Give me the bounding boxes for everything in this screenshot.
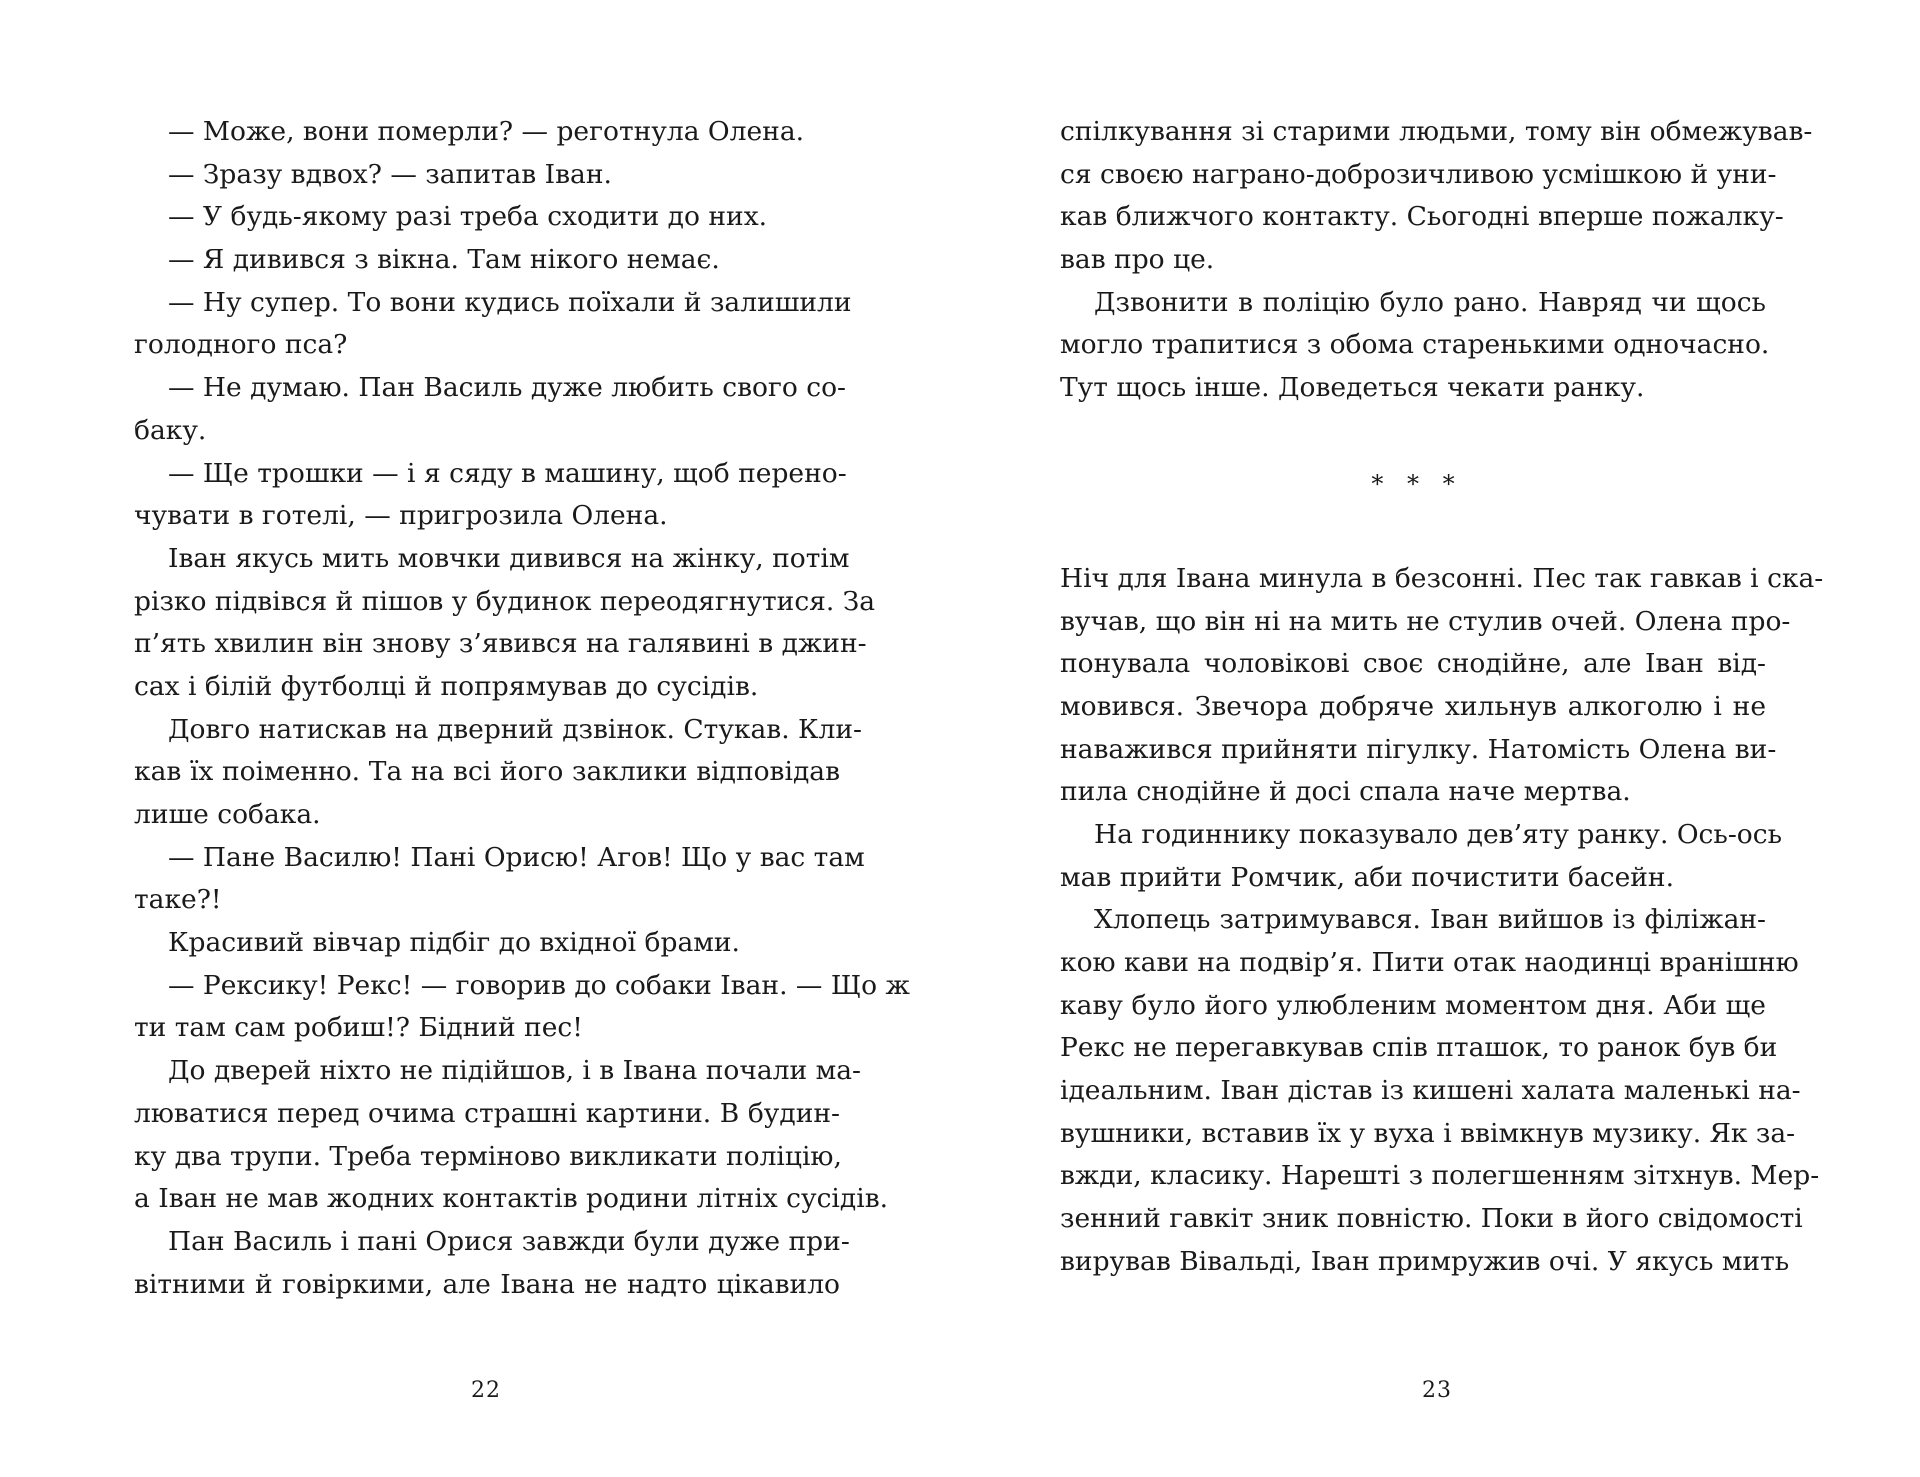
text-line: Довго натискав на дверний дзвінок. Стукав. Кли- bbox=[168, 713, 862, 745]
text-line: — Не думаю. Пан Василь дуже любить свого со- bbox=[168, 372, 846, 404]
text-line: каву було його улюбленим моментом дня. Аби ще bbox=[1060, 989, 1766, 1021]
text-line: пила снодійне й досі спала наче мертва. bbox=[1060, 776, 1631, 808]
text-line: мовився. Звечора добряче хильнув алкоголю і не bbox=[1060, 690, 1766, 722]
right-page-text-top bbox=[1060, 111, 1813, 410]
right-page-text-bottom bbox=[1060, 558, 1824, 1284]
text-line: — Зразу вдвох? — запитав Іван. bbox=[168, 158, 612, 190]
text-line: голодного пса? bbox=[134, 329, 348, 361]
text-line: Хлопець затримувався. Іван вийшов із філіжан- bbox=[1094, 904, 1766, 936]
left-page-text bbox=[134, 111, 910, 1306]
text-line: наважився прийняти пігулку. Натомість Олена ви- bbox=[1060, 733, 1777, 765]
page-number-left-text: 22 bbox=[471, 1378, 501, 1403]
text-line: — Може, вони померли? — реготнула Олена. bbox=[168, 116, 805, 147]
text-line: спілкування зі старими людьми, тому він обмежував- bbox=[1060, 116, 1813, 147]
text-line: вав про це. bbox=[1060, 244, 1215, 276]
text-line: таке?! bbox=[134, 884, 222, 916]
text-line: вушники, вставив їх у вуха і ввімкнув музику. Як за- bbox=[1060, 1117, 1796, 1149]
text-line: різко підвівся й пішов у будинок переодягнутися. За bbox=[134, 585, 876, 617]
text-line: п’ять хвилин він знову з’явився на галявині в джин- bbox=[134, 628, 867, 660]
text-line: вжди, класику. Нарешті з полегшенням зітхнув. Мер- bbox=[1060, 1160, 1820, 1192]
text-line: Рекс не перегавкував спів пташок, то ранок був би bbox=[1060, 1032, 1778, 1064]
text-line: могло трапитися з обома старенькими одночасно. bbox=[1060, 329, 1770, 361]
text-line: сах і білій футболці й попрямував до сусідів. bbox=[134, 670, 759, 702]
text-line: зенний гавкіт зник повністю. Поки в його свідомості bbox=[1060, 1203, 1803, 1235]
text-line: вітними й говіркими, але Івана не надто цікавило bbox=[134, 1268, 840, 1300]
text-line: чувати в готелі, — пригрозила Олена. bbox=[134, 500, 668, 532]
right-page bbox=[960, 0, 1920, 1477]
section-separator: * * * bbox=[1371, 469, 1463, 498]
text-line: — Пане Василю! Пані Орисю! Агов! Що у вас там bbox=[168, 841, 865, 873]
text-line: лише собака. bbox=[134, 799, 321, 830]
text-line: — Я дивився з вікна. Там нікого немає. bbox=[168, 244, 720, 276]
text-line: — Ще трошки — і я сяду в машину, щоб перено- bbox=[168, 457, 847, 489]
text-line: — У будь-якому разі треба сходити до них. bbox=[168, 201, 768, 233]
text-line: — Рексику! Рекс! — говорив до собаки Іван. — Що ж bbox=[168, 969, 910, 1001]
text-line: Красивий вівчар підбіг до вхідної брами. bbox=[168, 927, 740, 959]
text-line: — Ну супер. То вони кудись поїхали й залишили bbox=[168, 286, 852, 318]
text-line: Пан Василь і пані Орися завжди були дуже при- bbox=[168, 1225, 850, 1257]
text-line: Іван якусь мить мовчки дивився на жінку, потім bbox=[168, 542, 850, 574]
text-line: Ніч для Івана минула в безсонні. Пес так гавкав і ска- bbox=[1060, 562, 1824, 594]
page-number-left bbox=[0, 1378, 960, 1403]
text-line: мав прийти Ромчик, аби почистити басейн. bbox=[1060, 861, 1675, 893]
text-line: кав ближчого контакту. Сьогодні вперше пожалку- bbox=[1060, 201, 1784, 233]
text-line: люватися перед очима страшні картини. В будин- bbox=[134, 1097, 840, 1129]
text-line: кав їх поіменно. Та на всі його заклики відповідав bbox=[134, 756, 840, 788]
text-line: Дзвонити в поліцію було рано. Навряд чи щось bbox=[1094, 286, 1766, 318]
text-line: ідеальним. Іван дістав із кишені халата маленькі на- bbox=[1060, 1075, 1801, 1107]
text-line: баку. bbox=[134, 414, 207, 446]
text-line: До дверей ніхто не підійшов, і в Івана почали ма- bbox=[168, 1055, 861, 1087]
text-line: понувала чоловікові своє снодійне, але Іван від- bbox=[1060, 648, 1766, 680]
text-line: ку два трупи. Треба терміново викликати поліцію, bbox=[134, 1140, 842, 1172]
text-line: кою кави на подвір’я. Пити отак наодинці вранішню bbox=[1060, 947, 1799, 978]
text-line: вучав, що він ні на мить не стулив очей. Олена про- bbox=[1060, 605, 1791, 637]
text-line: ти там сам робиш!? Бідний пес! bbox=[134, 1012, 583, 1044]
text-line: вирував Вівальді, Іван примружив очі. У якусь мить bbox=[1060, 1245, 1790, 1277]
text-line: а Іван не мав жодних контактів родини літніх сусідів. bbox=[134, 1183, 889, 1215]
text-line: ся своєю награно-доброзичливою усмішкою й уни- bbox=[1060, 158, 1777, 190]
right-page-text bbox=[1060, 111, 1824, 1284]
page-number-right-text: 23 bbox=[1422, 1378, 1452, 1403]
page-number-right bbox=[960, 1378, 1920, 1403]
text-line: На годиннику показувало дев’яту ранку. Ось-ось bbox=[1094, 818, 1783, 850]
text-line: Тут щось інше. Доведеться чекати ранку. bbox=[1060, 372, 1645, 404]
